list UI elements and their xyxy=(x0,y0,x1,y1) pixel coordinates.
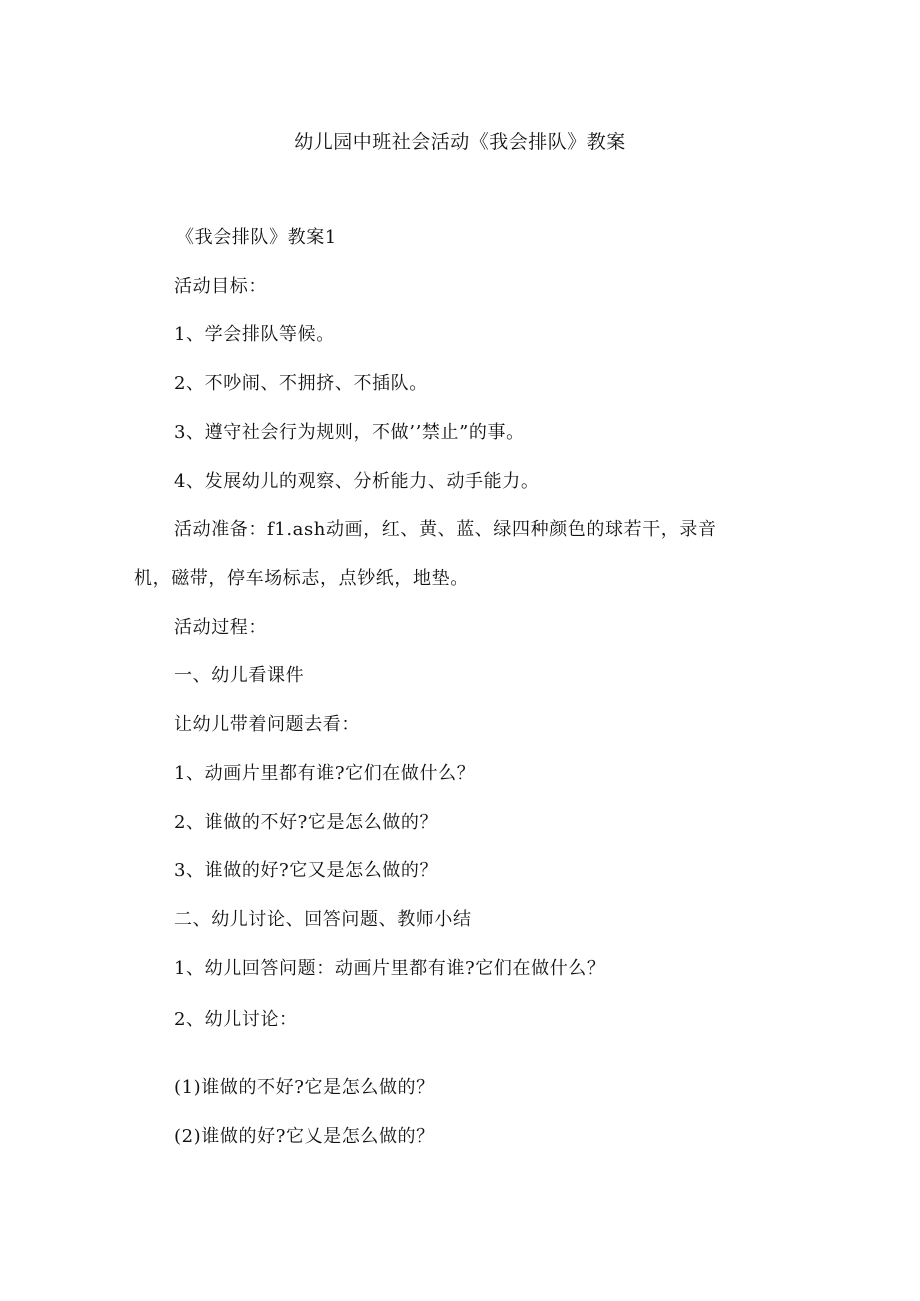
paragraph-activity-goals-label: 活动目标： xyxy=(174,276,267,297)
paragraph-goal-4: 4、发展幼儿的观察、分析能力、动手能力。 xyxy=(174,471,540,492)
paragraph-discussion: 2、幼儿讨论： xyxy=(174,1009,298,1030)
paragraph-question-1: 1、动画片里都有谁?它们在做什么？ xyxy=(174,763,476,784)
paragraph-preparation-continued: 机，磁带，停车场标志，点钞纸，地垫。 xyxy=(134,568,469,589)
paragraph-question-3: 3、谁做的好?它又是怎么做的？ xyxy=(174,860,439,881)
paragraph-answer-1: 1、幼儿回答问题：动画片里都有谁?它们在做什么？ xyxy=(174,958,606,979)
paragraph-goal-1: 1、学会排队等候。 xyxy=(174,324,335,345)
paragraph-step-1: 一、幼儿看课件 xyxy=(174,665,305,686)
paragraph-discussion-item-1: (1)谁做的不好?它是怎么做的？ xyxy=(174,1077,435,1098)
paragraph-goal-2: 2、不吵闹、不拥挤、不插队。 xyxy=(174,373,428,394)
paragraph-process-label: 活动过程： xyxy=(174,617,267,638)
section-heading: 《我会排队》教案1 xyxy=(176,227,337,248)
paragraph-watch-with-questions: 让幼儿带着问题去看： xyxy=(174,714,360,735)
paragraph-preparation: 活动准备：f1.ash动画，红、黄、蓝、绿四种颜色的球若干，录音 xyxy=(174,519,717,540)
paragraph-discussion-item-2: (2)谁做的好?它乂是怎么做的？ xyxy=(174,1126,435,1147)
document-title: 幼儿园中班社会活动《我会排队》教案 xyxy=(294,131,626,153)
paragraph-step-2: 二、幼儿讨论、回答问题、教师小结 xyxy=(174,909,472,930)
paragraph-goal-3: 3、遵守社会行为规则，不做’’禁止”的事。 xyxy=(174,422,525,443)
paragraph-question-2: 2、谁做的不好?它是怎么做的？ xyxy=(174,812,439,833)
